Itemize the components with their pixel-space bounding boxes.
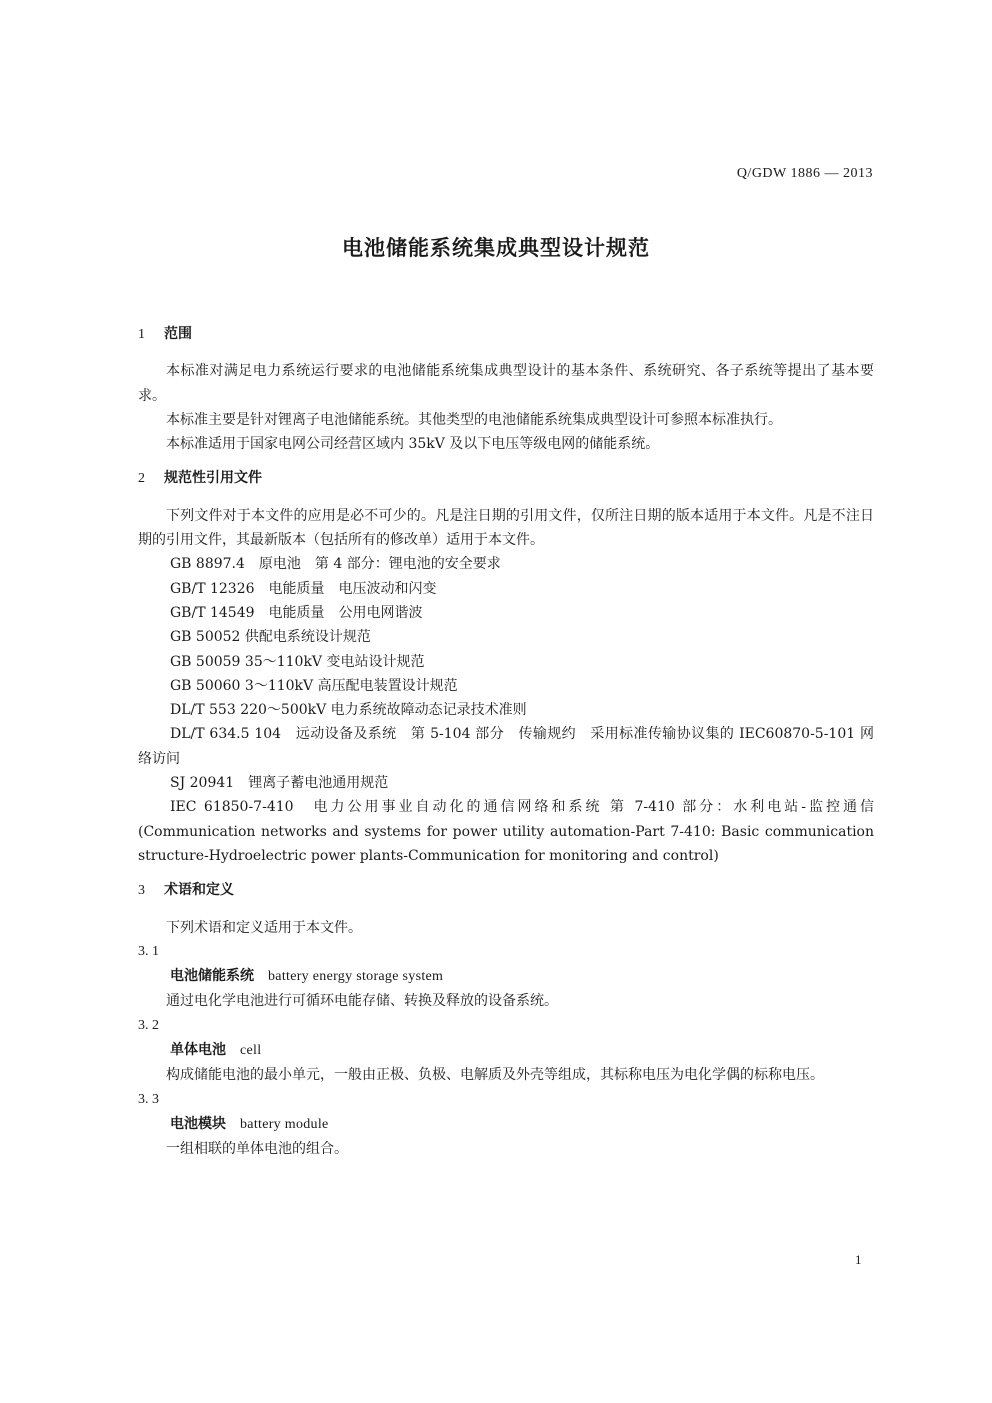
reference-item: GB 50060 3～110kV 高压配电装置设计规范 (170, 677, 458, 694)
term-english: battery energy storage system (268, 969, 444, 985)
term-number: 3. 1 (138, 943, 159, 959)
paragraph: 下列文件对于本文件的应用是必不可少的。凡是注日期的引用文件，仅所注日期的版本适用于本文件。凡是不注日期的引用文件，其最新版本（包括所有的修改单）适用于本文件。 (138, 507, 874, 549)
term-english: battery module (240, 1116, 329, 1132)
term-definition: 通过电化学电池进行可循环电能存储、转换及释放的设备系统。 (166, 993, 558, 1010)
paragraph: 本标准对满足电力系统运行要求的电池储能系统集成典型设计的基本条件、系统研究、各子系统等提出了基本要求。 (138, 363, 874, 404)
section-1-heading (138, 322, 874, 347)
paragraph: 本标准适用于国家电网公司经营区域内 35kV 及以下电压等级电网的储能系统。 (166, 436, 660, 453)
term-number: 3. 2 (138, 1017, 159, 1033)
document-body (138, 322, 874, 1162)
term-heading (138, 964, 874, 989)
section-number: 2 (138, 471, 145, 487)
section-title: 规范性引用文件 (164, 470, 262, 487)
reference-item: GB/T 14549 电能质量 公用电网谐波 (170, 604, 423, 621)
term-chinese: 电池储能系统 (170, 968, 254, 985)
reference-item: GB 50059 35～110kV 变电站设计规范 (170, 653, 425, 670)
term-number: 3. 3 (138, 1091, 159, 1107)
term-chinese: 电池模块 (170, 1115, 226, 1132)
reference-item: GB 50052 供配电系统设计规范 (170, 629, 371, 646)
reference-item: IEC 61850-7-410 电力公用事业自动化的通信网络和系统 第 7-410 部分：水利电站-监控通信 (Communication networks and systems for power utility automation-Part 7-410: Basic communication structure-Hydroelectric power plants-Communication for monitoring and control) (138, 799, 874, 864)
paragraph: 本标准主要是针对锂离子电池储能系统。其他类型的电池储能系统集成典型设计可参照本标准执行。 (166, 411, 782, 428)
reference-item: DL/T 634.5 104 远动设备及系统 第 5-104 部分 传输规约 采用标准传输协议集的 IEC60870-5-101 网络访问 (138, 726, 874, 767)
reference-item: GB/T 12326 电能质量 电压波动和闪变 (170, 580, 437, 597)
section-3-heading (138, 878, 874, 903)
section-number: 3 (138, 883, 145, 899)
term-heading (138, 1112, 874, 1137)
document-title: 电池储能系统集成典型设计规范 (342, 236, 650, 260)
reference-item: GB 8897.4 原电池 第 4 部分：锂电池的安全要求 (170, 556, 501, 573)
reference-item: SJ 20941 锂离子蓄电池通用规范 (170, 775, 389, 792)
reference-item: DL/T 553 220～500kV 电力系统故障动态记录技术准则 (170, 702, 527, 719)
section-title: 术语和定义 (164, 882, 234, 899)
section-number: 1 (138, 327, 145, 342)
paragraph: 下列术语和定义适用于本文件。 (166, 919, 362, 936)
term-chinese: 单体电池 (170, 1042, 226, 1059)
page-number: 1 (855, 1252, 862, 1267)
section-title: 范围 (164, 326, 192, 342)
term-definition: 一组相联的单体电池的组合。 (166, 1141, 348, 1158)
standard-code: Q/GDW 1886 — 2013 (736, 166, 873, 181)
term-heading (138, 1038, 874, 1063)
term-english: cell (240, 1043, 262, 1059)
term-definition: 构成储能电池的最小单元，一般由正极、负极、电解质及外壳等组成，其标称电压为电化学偶的标称电压。 (166, 1067, 824, 1084)
section-2-heading (138, 466, 874, 491)
